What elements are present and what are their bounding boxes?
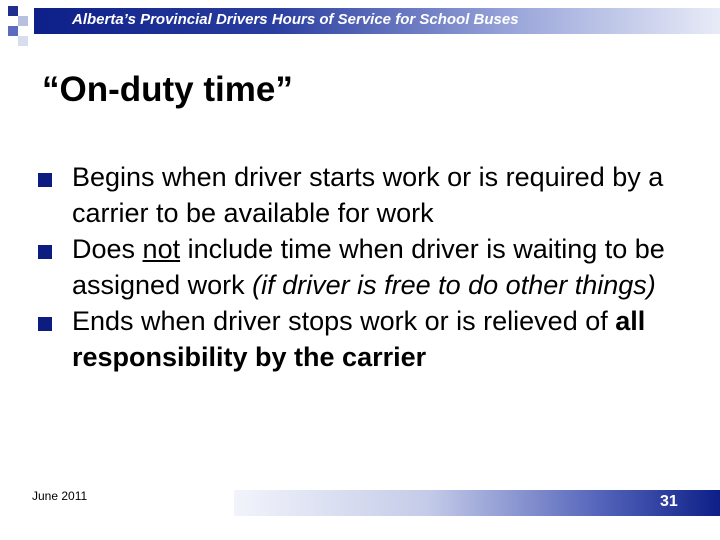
- bullet-item: [34, 303, 694, 375]
- decor-square: [8, 26, 18, 36]
- bullet-list: [34, 159, 694, 375]
- bullet-text: Does: [72, 234, 143, 264]
- footer-bar: [234, 490, 720, 516]
- decor-square: [8, 6, 18, 16]
- bullet-text: Begins when driver starts work or is required by a carrier to be available for work: [72, 162, 664, 228]
- bullet-text: include time when driver is waiting to be assigned work: [72, 234, 665, 300]
- slide-title: “On-duty time”: [42, 70, 293, 109]
- header-title: Alberta’s Provincial Drivers Hours of Service for School Buses: [72, 11, 519, 28]
- square-bullet-icon: [38, 245, 52, 259]
- italic-text: (if driver is free to do other things): [252, 270, 656, 300]
- underlined-text: not: [142, 234, 181, 264]
- footer-date: June 2011: [32, 489, 88, 503]
- bullet-text: Ends when driver stops work or is relieved of: [72, 306, 616, 336]
- bullet-item: [34, 231, 694, 303]
- square-bullet-icon: [38, 317, 52, 331]
- square-bullet-icon: [38, 173, 52, 187]
- decor-square: [18, 36, 28, 46]
- bold-text: all responsibility by the carrier: [72, 306, 646, 372]
- page-number: 31: [660, 493, 678, 510]
- bullet-item: [34, 159, 694, 231]
- decor-square: [18, 16, 28, 26]
